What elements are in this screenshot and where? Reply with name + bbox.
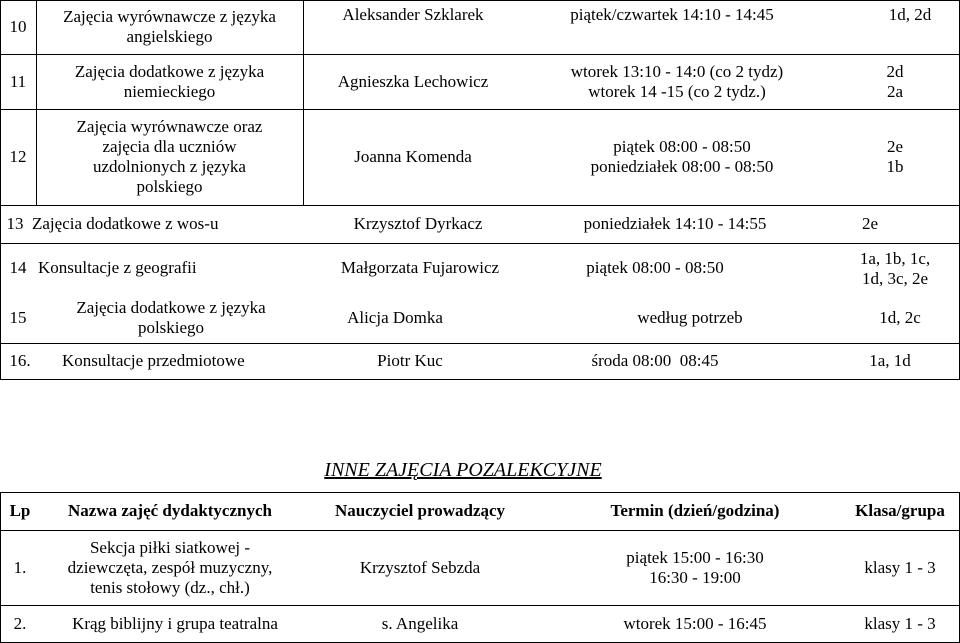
term-line: 16:30 - 19:00 xyxy=(649,567,741,587)
class-line: 1b xyxy=(886,157,904,176)
teacher-cell: s. Angelika xyxy=(381,613,459,633)
classes-cell xyxy=(830,245,960,293)
header-subject: Nazwa zajęć dydaktycznych xyxy=(68,501,272,520)
term-cell: piątek 08:00 - 08:50 xyxy=(586,258,724,277)
subject-cell xyxy=(36,293,306,343)
subject-line: angielskiego xyxy=(126,27,213,46)
term-cell: środa 08:00 08:45 xyxy=(591,351,719,370)
row-number: 14 xyxy=(9,258,27,277)
classes-cell: 1d, 2c xyxy=(879,308,921,327)
teacher-cell: Aleksander Szklarek xyxy=(342,5,484,24)
class-line: 2e xyxy=(886,137,904,156)
term-cell: piątek/czwartek 14:10 - 14:45 xyxy=(570,5,774,24)
teacher-cell: Krzysztof Sebzda xyxy=(359,557,481,577)
term-cell xyxy=(527,109,837,205)
row-number: 15 xyxy=(9,308,27,327)
subject-line: Sekcja piłki siatkowej - xyxy=(89,537,251,557)
subject-cell: Zajęcia dodatkowe z wos-u xyxy=(32,214,219,233)
teacher-cell: Małgorzata Fujarowicz xyxy=(340,258,500,277)
subject-line: uzdolnionych z języka xyxy=(93,157,246,176)
subject-line: Zajęcia dodatkowe z języka xyxy=(76,298,266,317)
header-lp: Lp xyxy=(9,501,31,520)
subject-cell xyxy=(36,54,303,109)
subject-line: niemieckiego xyxy=(123,81,216,101)
classes-cell: klasy 1 - 3 xyxy=(864,613,936,633)
term-line: piątek 15:00 - 16:30 xyxy=(626,547,764,567)
term-cell xyxy=(575,530,815,605)
term-line: wtorek 13:10 - 14:0 (co 2 tydz) xyxy=(570,61,784,81)
classes-cell: klasy 1 - 3 xyxy=(864,557,936,577)
row-number: 12 xyxy=(9,147,27,166)
header-teacher: Nauczyciel prowadzący xyxy=(334,501,506,520)
subject-line: Zajęcia wyrównawcze z języka xyxy=(63,7,276,26)
classes-cell: 1d, 2d xyxy=(888,5,932,24)
classes-cell xyxy=(845,54,945,109)
teacher-cell: Joanna Komenda xyxy=(354,147,472,166)
teacher-cell: Piotr Kuc xyxy=(377,351,443,370)
teacher-cell: Agnieszka Lechowicz xyxy=(337,71,489,91)
term-cell xyxy=(527,54,827,109)
class-line: 2a xyxy=(886,81,904,101)
term-line: poniedziałek 08:00 - 08:50 xyxy=(590,157,774,176)
term-cell: poniedziałek 14:10 - 14:55 xyxy=(583,214,767,233)
teacher-cell: Krzysztof Dyrkacz xyxy=(353,214,483,233)
subject-cell xyxy=(36,0,303,54)
row-number: 13 xyxy=(6,214,24,233)
term-cell: wtorek 15:00 - 16:45 xyxy=(623,613,767,633)
classes-cell: 2e xyxy=(861,214,879,233)
subject-line: zajęcia dla uczniów xyxy=(102,137,237,156)
subject-cell xyxy=(36,111,303,203)
class-line: 2d xyxy=(886,61,904,81)
subject-line: Zajęcia dodatkowe z języka xyxy=(74,61,265,81)
subject-line: tenis stołowy (dz., chł.) xyxy=(90,577,250,597)
subject-line: dziewczęta, zespół muzyczny, xyxy=(67,557,273,577)
section-title: INNE ZAJĘCIA POZALEKCYJNE xyxy=(324,459,602,481)
term-line: piątek 08:00 - 08:50 xyxy=(613,137,751,156)
subject-cell xyxy=(40,530,300,605)
row-number: 11 xyxy=(9,71,27,91)
header-term: Termin (dzień/godzina) xyxy=(610,501,780,520)
subject-cell: Konsultacje z geografii xyxy=(38,258,197,277)
subject-cell: Konsultacje przedmiotowe xyxy=(62,351,245,370)
header-classes: Klasa/grupa xyxy=(855,501,945,520)
row-number: 1. xyxy=(13,557,27,577)
class-line: 1d, 3c, 2e xyxy=(861,269,929,288)
term-line: wtorek 14 -15 (co 2 tydz.) xyxy=(588,81,766,101)
subject-line: Zajęcia wyrównawcze oraz xyxy=(76,117,263,136)
classes-cell xyxy=(845,109,945,205)
row-number: 2. xyxy=(13,613,27,633)
row-divider xyxy=(0,379,960,380)
teacher-cell: Alicja Domka xyxy=(347,308,443,327)
row-number: 16. xyxy=(9,351,31,370)
subject-line: polskiego xyxy=(137,318,205,337)
term-cell: według potrzeb xyxy=(637,308,743,327)
subject-line: polskiego xyxy=(136,177,203,196)
row-number: 10 xyxy=(9,17,27,36)
classes-cell: 1a, 1d xyxy=(869,351,911,370)
subject-cell: Krąg biblijny i grupa teatralna xyxy=(72,613,278,633)
class-line: 1a, 1b, 1c, xyxy=(859,249,931,268)
